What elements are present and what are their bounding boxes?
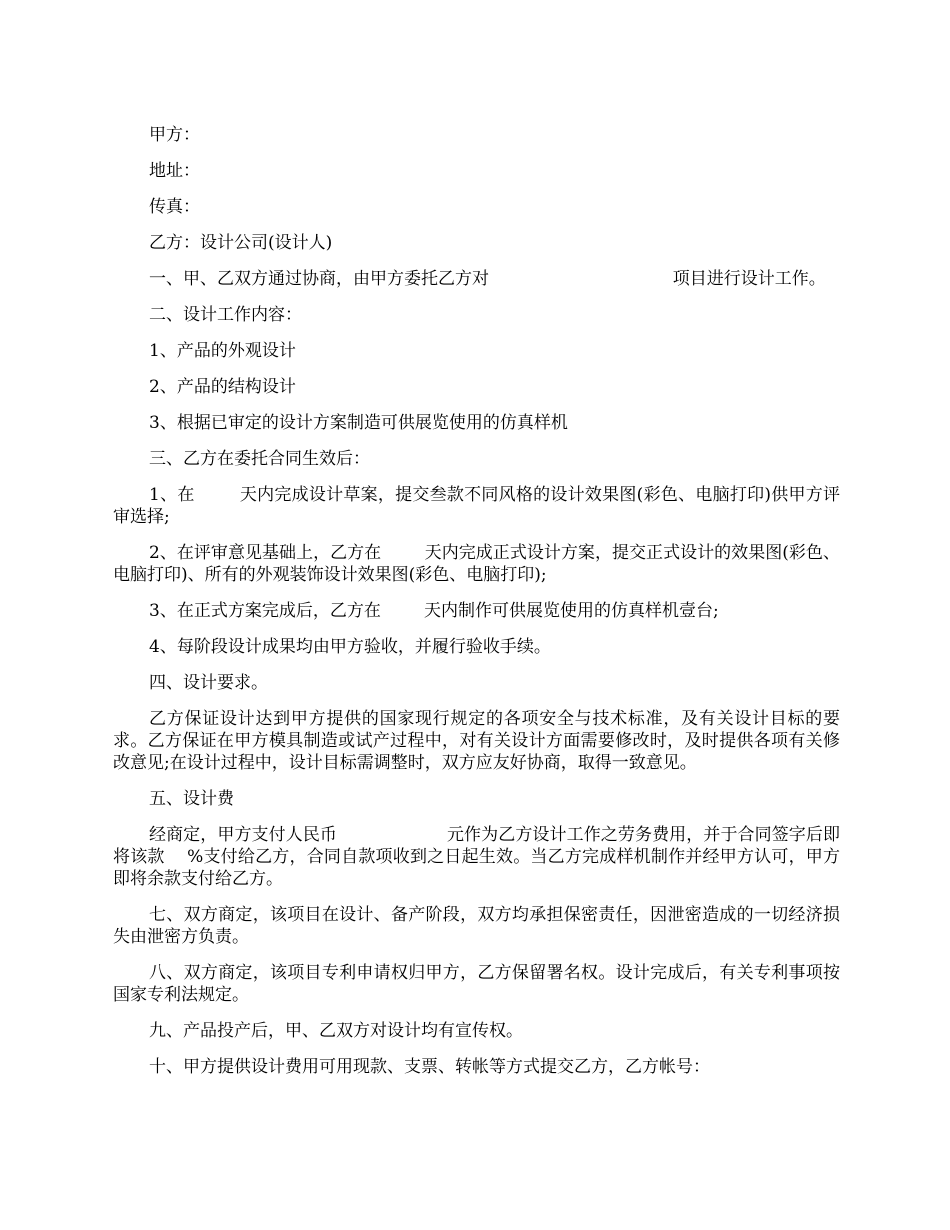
- clause-8: 八、双方商定，该项目专利申请权归甲方，乙方保留署名权。设计完成后，有关专利事项按国家专利法规定。: [113, 963, 840, 1005]
- fax-label: 传真：: [149, 197, 200, 217]
- party-b-label: 乙方：设计公司(设计人): [149, 233, 333, 253]
- clause-2-item-3: 3、根据已审定的设计方案制造可供展览使用的仿真样机: [149, 413, 568, 433]
- party-a-label: 甲方：: [149, 125, 200, 145]
- clause-4-body: 乙方保证设计达到甲方提供的国家现行规定的各项安全与技术标准，及有关设计目标的要求。乙方保证在甲方模具制造或试产过程中，对有关设计方面需要修改时，及时提供各项有关修改意见;在设计过程中，设计目标需调整时，双方应友好协商，取得一致意见。: [113, 709, 840, 773]
- clause-9: 九、产品投产后，甲、乙双方对设计均有宣传权。: [149, 1021, 523, 1041]
- clause-3-item-2: 2、在评审意见基础上，乙方在 天内完成正式设计方案，提交正式设计的效果图(彩色、电脑打印)、所有的外观装饰设计效果图(彩色、电脑打印);: [113, 543, 840, 585]
- clause-3-heading: 三、乙方在委托合同生效后：: [149, 449, 370, 469]
- clause-5-body: 经商定，甲方支付人民币 元作为乙方设计工作之劳务费用，并于合同签字后即将该款 %支付给乙方，合同自款项收到之日起生效。当乙方完成样机制作并经甲方认可，甲方即将余款支付给乙方。: [113, 825, 840, 889]
- clause-4-heading: 四、设计要求。: [149, 673, 268, 693]
- clause-1: 一、甲、乙双方通过协商，由甲方委托乙方对 项目进行设计工作。: [149, 269, 826, 289]
- clause-5-heading: 五、设计费: [149, 789, 234, 809]
- clause-3-item-3: 3、在正式方案完成后，乙方在 天内制作可供展览使用的仿真样机壹台;: [149, 601, 719, 621]
- clause-2-heading: 二、设计工作内容：: [149, 305, 302, 325]
- clause-3-item-4: 4、每阶段设计成果均由甲方验收，并履行验收手续。: [149, 637, 551, 657]
- clause-7: 七、双方商定，该项目在设计、备产阶段，双方均承担保密责任，因泄密造成的一切经济损失由泄密方负责。: [113, 905, 840, 947]
- document-body: [113, 124, 840, 1092]
- clause-2-item-2: 2、产品的结构设计: [149, 377, 296, 397]
- address-label: 地址：: [149, 161, 200, 181]
- clause-3-item-1: 1、在 天内完成设计草案，提交叁款不同风格的设计效果图(彩色、电脑打印)供甲方评审选择;: [113, 485, 840, 527]
- clause-10: 十、甲方提供设计费用可用现款、支票、转帐等方式提交乙方，乙方帐号：: [149, 1057, 710, 1077]
- clause-2-item-1: 1、产品的外观设计: [149, 341, 296, 361]
